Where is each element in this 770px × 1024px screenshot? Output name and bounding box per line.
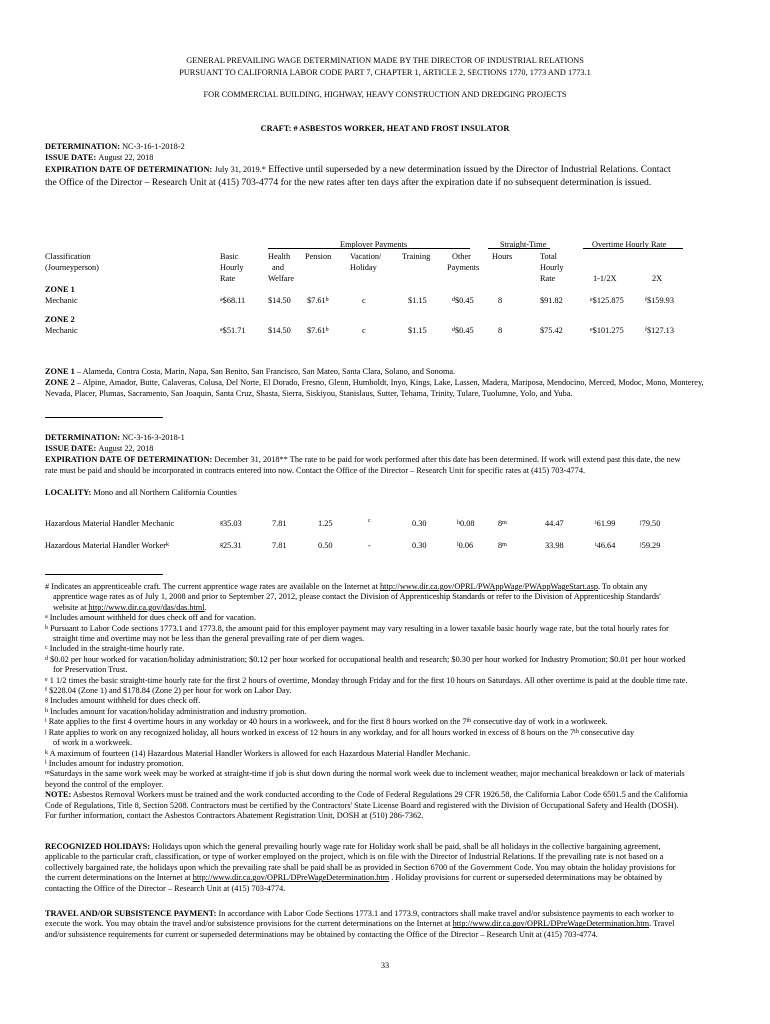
col-total-3: Rate bbox=[540, 274, 556, 283]
det2-expiration-cont: rate must be paid and should be incorporated in contracts entered into now. Contact the Office of the Director – Research Unit for specific rates at (415) 703-4774. bbox=[45, 466, 586, 475]
footnote-j: $^j$ Rate applies to work on any recognized holiday, all hours worked in excess of 12 hours in any workday, and for all hours worked in excess of 8 hours on the 7th consecutive day bbox=[45, 727, 635, 737]
divider bbox=[45, 574, 163, 575]
table-row-classification: Mechanic bbox=[45, 326, 78, 335]
divider bbox=[45, 417, 163, 418]
col-basic-1: Basic bbox=[220, 252, 239, 261]
header-line-3: FOR COMMERCIAL BUILDING, HIGHWAY, HEAVY CONSTRUCTION AND DREDGING PROJECTS bbox=[203, 90, 567, 99]
table-row-basic: $^g$35.03 bbox=[220, 519, 242, 528]
table-row-vacation: c bbox=[362, 296, 366, 305]
col-ot-2x: 2X bbox=[652, 274, 663, 283]
table-row-classification: Hazardous Material Handler Worker$^k$ bbox=[45, 541, 170, 550]
table-row-pension: $7.61$^b$ bbox=[307, 296, 329, 305]
group-employer-payments: Employer Payments bbox=[340, 240, 408, 249]
footnote-hash: # Indicates an apprenticeable craft. The current apprentice wage rates are available on the Internet at http://www.dir.ca.gov/OPRL/PWAppWage/PWAppWageStart.asp. To obtain any bbox=[45, 582, 648, 591]
footnote-e: $^e$ 1 1/2 times the basic straight-time hourly rate for the first 2 hours of overtime, Monday through Friday and for the first 10 hours on Saturdays. All other overtime is paid at the double time rate. bbox=[45, 675, 688, 685]
table-row-health: $14.50 bbox=[268, 296, 291, 305]
group-straight-time: Straight-Time bbox=[500, 240, 547, 249]
footnotes bbox=[45, 582, 730, 821]
det2-locality: LOCALITY: Mono and all Northern California Counties bbox=[45, 488, 237, 497]
col-basic-3: Rate bbox=[220, 274, 236, 283]
footnote-i: $^i$ Rate applies to the first 4 overtime hours in any workday or 40 hours in a workweek, and for the first 8 hours worked on the 7th consecutive day of work in a workweek. bbox=[45, 717, 608, 727]
note-cont: Code of Regulations, Title 8, Section 5208. Contractors must be certified by the Contractors' State License Board and registered with the Division of Occupational Safety and Health (DOSH). bbox=[45, 800, 679, 810]
det1-expiration-cont: the Office of the Director – Research Unit at (415) 703-4774 for the new rates after ten days after the expiration date if no subsequent determination is issued. bbox=[45, 177, 652, 188]
zone-1-label: ZONE 1 bbox=[45, 285, 75, 294]
table-row-ot2: $^f$\$127.13 bbox=[645, 326, 674, 335]
footnote-c: $^c$ Included in the straight-time hourly rate. bbox=[45, 644, 185, 654]
col-health-2: and bbox=[272, 263, 284, 272]
table-row-health: 7.81 bbox=[272, 541, 287, 550]
table-row-vacation: c bbox=[368, 518, 371, 524]
col-vacation-2: Holiday bbox=[350, 263, 377, 272]
table-row-total: 33.98 bbox=[545, 541, 564, 550]
table-row-training: $1.15 bbox=[408, 296, 427, 305]
table-row-hours: 8$^m$ bbox=[498, 519, 507, 528]
col-pension: Pension bbox=[305, 252, 332, 261]
table-row-other: $^d$\$0.45 bbox=[452, 296, 474, 305]
table-row-ot2: $^j$79.50 bbox=[640, 519, 661, 528]
table-row-classification: Hazardous Material Handler Mechanic bbox=[45, 519, 175, 528]
note-cont: For further information, contact the Asbestos Contractors Abatement Registration Unit, DOSH at (510) 286-7362. bbox=[45, 810, 424, 820]
footnote-d-cont: for Preservation Trust. bbox=[53, 665, 128, 675]
table-row-pension: $7.61$^b$ bbox=[307, 326, 329, 335]
table-row-health: $14.50 bbox=[268, 326, 291, 335]
footnote-h: $^h$ Includes amount for vacation/holiday administration and industry promotion. bbox=[45, 706, 307, 716]
table-row-ot1: $^e$\$101.275 bbox=[590, 326, 624, 335]
page-number: 33 bbox=[380, 961, 390, 970]
col-other-1: Other bbox=[452, 252, 471, 261]
table-row-hours: 8$^m$ bbox=[498, 541, 507, 550]
det2-determination: DETERMINATION: NC-3-16-3-2018-1 bbox=[45, 433, 185, 442]
col-total-1: Total bbox=[540, 252, 557, 261]
col-total-2: Hourly bbox=[540, 263, 564, 272]
travel-provisions-link[interactable]: http://www.dir.ca.gov/OPRL/DPreWageDetermination.htm bbox=[452, 919, 650, 929]
table-row-other: $^l$0.06 bbox=[457, 541, 474, 550]
footnote-l: $^l$ Includes amount for industry promotion. bbox=[45, 758, 184, 768]
det2-expiration: EXPIRATION DATE OF DETERMINATION: December 31, 2018** The rate to be paid for work performed after this date has been determined. If work will extend past this date, the new bbox=[45, 455, 681, 464]
footnote-j-cont: of work in a workweek. bbox=[53, 738, 133, 748]
header-line-1: GENERAL PREVAILING WAGE DETERMINATION MADE BY THE DIRECTOR OF INDUSTRIAL RELATIONS bbox=[186, 56, 584, 65]
col-hours: Hours bbox=[492, 252, 513, 261]
table-row-ot2: $^j$59.29 bbox=[640, 541, 661, 550]
table-row-classification: Mechanic bbox=[45, 296, 78, 305]
footnote-hash-cont: apprentice wage rates as of July 1, 2008 and prior to September 27, 2012, please contact the Division of Apprenticeship Standards or refer to the Division of Apprenticeship Standards' bbox=[53, 592, 661, 602]
table-row-training: 0.30 bbox=[412, 519, 427, 528]
col-vacation-1: Vacation/ bbox=[350, 252, 382, 261]
holiday-provisions-link[interactable]: http://www.dir.ca.gov/OPRL/DPreWageDetermination.htm bbox=[192, 873, 390, 883]
table-row-vacation: - bbox=[368, 541, 371, 550]
apprentice-wage-link[interactable]: http://www.dir.ca.gov/OPRL/PWAppWage/PWAppWageStart.asp bbox=[380, 582, 598, 591]
col-other-2: Payments bbox=[447, 263, 480, 272]
col-classification-1: Classification bbox=[45, 252, 91, 261]
group-overtime: Overtime Hourly Rate bbox=[592, 240, 667, 249]
table-row-vacation: c bbox=[362, 326, 366, 335]
col-classification-2: (Journeyperson) bbox=[45, 263, 99, 272]
recognized-holidays: RECOGNIZED HOLIDAYS: Holidays upon which the general prevailing hourly wage rate for Holiday work shall be paid, shall be all holidays in the collective bargaining agreement, applicable to the particular craft, classification, or type of worker employed on the project, which is on file with the Director of Industrial Relations. If the prevailing rate is not based on a collectively bargained rate, the holidays upon which the prevailing rate shall be paid shall be as provided in Section 6700 of the Government Code. You may obtain the holiday provisions for the current determinations on the Internet at http://www.dir.ca.gov/OPRL/DPreWageDetermination.htm . Holiday provisions for current or superseded determinations may be obtained by contacting the Office of the Director – Research Unit at (415) 703-4774. bbox=[45, 842, 676, 893]
table-row-health: 7.81 bbox=[272, 519, 287, 528]
det1-determination: DETERMINATION: NC-3-16-1-2018-2 bbox=[45, 142, 185, 151]
table-row-ot1: $^e$\$125.875 bbox=[590, 296, 624, 305]
footnote-m-cont: beyond the control of the employer. bbox=[45, 779, 164, 789]
table-row-training: 0.30 bbox=[412, 541, 427, 550]
table-row-total: 44.47 bbox=[545, 519, 564, 528]
footnote-f: $^f$ $228.04 (Zone 1) and $178.84 (Zone 2) per hour for work on Labor Day. bbox=[45, 686, 292, 696]
det2-issue-date: ISSUE DATE: August 22, 2018 bbox=[45, 444, 154, 453]
das-website-link[interactable]: http://www.dir.ca.gov/das/das.html bbox=[88, 602, 205, 612]
col-ot-1-5x: 1-1/2X bbox=[593, 274, 617, 283]
col-health-1: Health bbox=[268, 252, 291, 261]
table-row-ot1: $^i$46.64 bbox=[595, 541, 616, 550]
footnote-g: $^g$ Includes amount withheld for dues check off. bbox=[45, 696, 201, 706]
det1-issue-date: ISSUE DATE: August 22, 2018 bbox=[45, 153, 154, 162]
footnote-hash-cont: website at http://www.dir.ca.gov/das/das.html. bbox=[53, 602, 207, 612]
table-row-ot1: $^i$61.99 bbox=[595, 519, 616, 528]
table-row-hours: 8 bbox=[498, 326, 503, 335]
table-row-basic: $^a$\$51.71 bbox=[220, 326, 246, 335]
table-row-pension: 1.25 bbox=[318, 519, 333, 528]
table-row-other: $^d$\$0.45 bbox=[452, 326, 474, 335]
zone-2-counties: ZONE 2 – Alpine, Amador, Butte, Calaveras, Colusa, Del Norte, El Dorado, Fresno, Glenn, Humboldt, Inyo, Kings, Lake, Lassen, Madera, Mariposa, Mendocino, Merced, Modoc, Mono, Monterey, bbox=[45, 378, 704, 387]
det1-expiration: EXPIRATION DATE OF DETERMINATION: July 31, 2019.* Effective until superseded by a new determination issued by the Director of Industrial Relations. Contact bbox=[45, 164, 671, 175]
table-row-hours: 8 bbox=[498, 296, 503, 305]
footnote-m: $^m$Saturdays in the same work week may be worked at straight-time if job is shut down during the normal work week due to inclement weather, major mechanical breakdown or lack of materials bbox=[45, 769, 685, 779]
header-line-2: PURSUANT TO CALIFORNIA LABOR CODE PART 7, CHAPTER 1, ARTICLE 2, SECTIONS 1770, 1773 AND 1773.1 bbox=[179, 68, 591, 77]
zone-1-counties: ZONE 1 – Alameda, Contra Costa, Marin, Napa, San Benito, San Francisco, San Mateo, Santa Clara, Solano, and Sonoma. bbox=[45, 367, 456, 376]
table-row-other: $^h$0.08 bbox=[457, 519, 475, 528]
table-row-total: $75.42 bbox=[540, 326, 563, 335]
table-row-ot2: $^f$\$159.93 bbox=[645, 296, 674, 305]
table-row-basic: $^a$\$68.11 bbox=[220, 296, 246, 305]
col-basic-2: Hourly bbox=[220, 263, 244, 272]
table-row-basic: $^g$25.31 bbox=[220, 541, 242, 550]
zone-2-label: ZONE 2 bbox=[45, 315, 75, 324]
col-training: Training bbox=[402, 252, 431, 261]
zone-2-counties-cont: Nevada, Placer, Plumas, Sacramento, San Joaquin, Santa Cruz, Shasta, Sierra, Siskiyou, Stanislaus, Sutter, Tehama, Trinity, Tulare, Tuolumne, Yolo, and Yuba. bbox=[45, 389, 573, 398]
footnote-a: $^a$ Includes amount withheld for dues check off and for vacation. bbox=[45, 613, 257, 623]
travel-subsistence: TRAVEL AND/OR SUBSISTENCE PAYMENT: In accordance with Labor Code Sections 1773.1 and 1773.9, contractors shall make travel and/or subsistence payments to each worker to execute the work. You may obtain the travel and/or subsistence provisions for the current determinations on the Internet at http://www.dir.ca.gov/OPRL/DPreWageDetermination.htm. Travel and/or subsistence requirements for current or superseded determinations may be obtained by contacting the Office of the Director – Research Unit at (415) 703-4774. bbox=[45, 909, 675, 939]
table-row-training: $1.15 bbox=[408, 326, 427, 335]
footnote-d: $^d$ $0.02 per hour worked for vacation/holiday administration; $0.12 per hour worked for occupational health and research; $0.30 per hour worked for Industry Promotion; $0.01 per hour worked bbox=[45, 654, 686, 664]
craft-title: CRAFT: # ASBESTOS WORKER, HEAT AND FROST INSULATOR bbox=[260, 124, 510, 133]
footnote-b: $^b$ Pursuant to Labor Code sections 1773.1 and 1773.8, the amount paid for this employer payment may vary resulting in a lower taxable basic hourly wage rate, but the total hourly rates for bbox=[45, 623, 669, 633]
table-row-total: $91.82 bbox=[540, 296, 563, 305]
col-health-3: Welfare bbox=[268, 274, 295, 283]
note: NOTE: Asbestos Removal Workers must be trained and the work conducted according to the Code of Federal Regulations 29 CFR 1926.58, the California Labor Code 6501.5 and the California bbox=[45, 790, 688, 800]
footnote-b-cont: straight time and overtime may not be less than the general prevailing rate of per diem wages. bbox=[53, 634, 365, 644]
footnote-k: $^k$ A maximum of fourteen (14) Hazardous Material Handler Workers is allowed for each Hazardous Material Handler Mechanic. bbox=[45, 748, 471, 758]
table-row-pension: 0.50 bbox=[318, 541, 333, 550]
